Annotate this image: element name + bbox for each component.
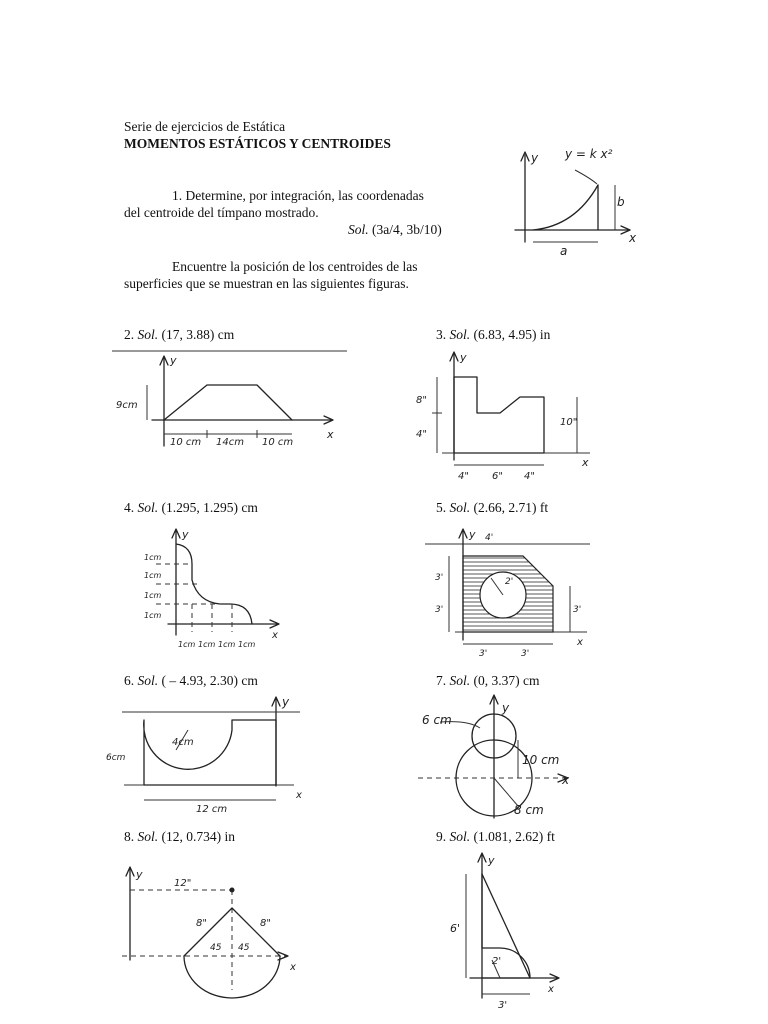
label-x: x (296, 790, 302, 801)
sol-label: Sol. (348, 222, 369, 237)
problem-number: 3. (436, 327, 447, 342)
label-r: 2' (505, 577, 514, 587)
shape-outline (144, 720, 276, 785)
label-u8: 1cm (238, 640, 256, 649)
sol-value: ( – 4.93, 2.30) cm (161, 673, 258, 688)
page-title: MOMENTOS ESTÁTICOS Y CENTROIDES (124, 136, 391, 151)
label-b: b (617, 195, 625, 209)
label-h3: 10" (560, 417, 578, 428)
problem3-heading (436, 326, 550, 343)
label-big: 8 cm (514, 803, 544, 817)
label-d2: 14cm (216, 437, 244, 448)
problem8-heading (124, 828, 235, 845)
series-title: Serie de ejercicios de Estática (124, 119, 286, 134)
sol-value: (3a/4, 3b/10) (372, 222, 442, 237)
label-y: y (182, 528, 189, 541)
label-h: 6' (450, 922, 461, 935)
figure-8-kite-semicircle (118, 860, 308, 1005)
problem5-heading (436, 499, 548, 516)
label-x: x (629, 231, 637, 245)
problem7-heading (436, 672, 540, 689)
label-a: a (560, 244, 568, 258)
label-h: 9cm (116, 400, 138, 411)
sol-label: Sol. (449, 500, 471, 515)
sol-value: (1.081, 2.62) ft (473, 829, 555, 844)
problem-number: 4. (124, 500, 135, 515)
apex-point (230, 888, 235, 893)
problem-number: 2. (124, 327, 135, 342)
figure-7-two-circles (418, 690, 583, 825)
sol-label: Sol. (449, 829, 471, 844)
label-top: 4' (485, 533, 494, 543)
label-u2: 1cm (144, 571, 162, 580)
label-x: x (290, 962, 296, 973)
label-y: y (282, 695, 290, 709)
label-u4: 1cm (144, 611, 162, 620)
label-u1: 1cm (144, 553, 162, 562)
label-x: x (562, 773, 570, 787)
sol-label: Sol. (137, 327, 159, 342)
figure-9-triangle-quarter (430, 848, 570, 1013)
label-x: x (582, 456, 589, 469)
hypotenuse (482, 874, 530, 978)
shape-outline (454, 377, 544, 453)
problem-number: 7. (436, 673, 447, 688)
problem2-heading (124, 326, 234, 343)
label-x: x (577, 637, 583, 648)
label-d3: 10 cm (262, 437, 294, 448)
sol-label: Sol. (137, 673, 159, 688)
label-u5: 1cm (178, 640, 196, 649)
problem-number: 8. (124, 829, 135, 844)
problem-number: 6. (124, 673, 135, 688)
label-y: y (469, 528, 476, 541)
sol-label: Sol. (137, 500, 159, 515)
label-w2: 6" (492, 471, 503, 482)
label-w: 12" (174, 878, 192, 889)
label-d1: 10 cm (170, 437, 202, 448)
label-u7: 1cm (218, 640, 236, 649)
label-s1: 3' (435, 573, 444, 583)
label-y: y (531, 151, 539, 165)
sol-value: (12, 0.734) in (161, 829, 236, 844)
label-x: x (548, 984, 554, 995)
label-small: 6 cm (422, 713, 452, 727)
eq-leader (575, 170, 597, 184)
label-b2: 3' (521, 649, 530, 659)
sol-value: (2.66, 2.71) ft (473, 500, 549, 515)
label-u3: 1cm (144, 591, 162, 600)
label-a2: 45 (238, 943, 250, 953)
sol-value: (0, 3.37) cm (473, 673, 540, 688)
label-mid: 10 cm (522, 753, 560, 767)
problem-number: 9. (436, 829, 447, 844)
sol-value: (6.83, 4.95) in (473, 327, 551, 342)
problem6-heading (124, 672, 258, 689)
label-r: 4cm (172, 737, 194, 748)
eq-label: y = k x² (565, 147, 613, 161)
label-y: y (460, 351, 467, 364)
label-y: y (136, 868, 143, 881)
figure-6-semicircle-cut (104, 690, 306, 820)
label-b1: 3' (479, 649, 488, 659)
label-x: x (272, 630, 278, 641)
figure-3-l-shape (412, 345, 597, 485)
figure-2-trapezoid (112, 348, 350, 458)
label-s1: 8" (196, 918, 207, 929)
label-h1: 8" (416, 395, 427, 406)
label-y: y (488, 854, 495, 867)
label-h2: 4" (416, 429, 427, 440)
label-u6: 1cm (198, 640, 216, 649)
label-y: y (502, 701, 510, 715)
label-y: y (170, 354, 177, 367)
sol-label: Sol. (449, 673, 471, 688)
figure-1-spandrel (505, 130, 645, 260)
problem1-line2: del centroide del tímpano mostrado. (124, 205, 319, 220)
problem9-heading (436, 828, 555, 845)
sol-label: Sol. (449, 327, 471, 342)
label-r: 2' (492, 956, 502, 967)
label-w3: 4" (524, 471, 535, 482)
parabola-curve (533, 185, 598, 230)
sol-value: (1.295, 1.295) cm (161, 500, 258, 515)
sol-label: Sol. (137, 829, 159, 844)
label-s2: 3' (435, 605, 444, 615)
label-s3: 3' (573, 605, 582, 615)
problem-number: 5. (436, 500, 447, 515)
problem1-solution (348, 221, 442, 238)
label-x: x (327, 428, 334, 441)
label-h: 6cm (106, 753, 126, 763)
label-w: 12 cm (196, 804, 228, 815)
intro-line2: superficies que se muestran en las siguientes figuras. (124, 276, 409, 291)
problem4-heading (124, 499, 258, 516)
label-w1: 4" (458, 471, 469, 482)
label-w: 3' (498, 1000, 508, 1011)
label-a1: 45 (210, 943, 222, 953)
label-s2: 8" (260, 918, 271, 929)
sol-value: (17, 3.88) cm (161, 327, 235, 342)
figure-4-quarter-shape (140, 520, 290, 655)
intro-line1: Encuentre la posición de los centroides de las (172, 259, 418, 274)
trapezoid-shape (164, 385, 292, 420)
figure-5-plate-with-hole (425, 520, 595, 660)
radius-line (494, 778, 518, 806)
problem1-line1: 1. Determine, por integración, las coordenadas (172, 188, 424, 203)
